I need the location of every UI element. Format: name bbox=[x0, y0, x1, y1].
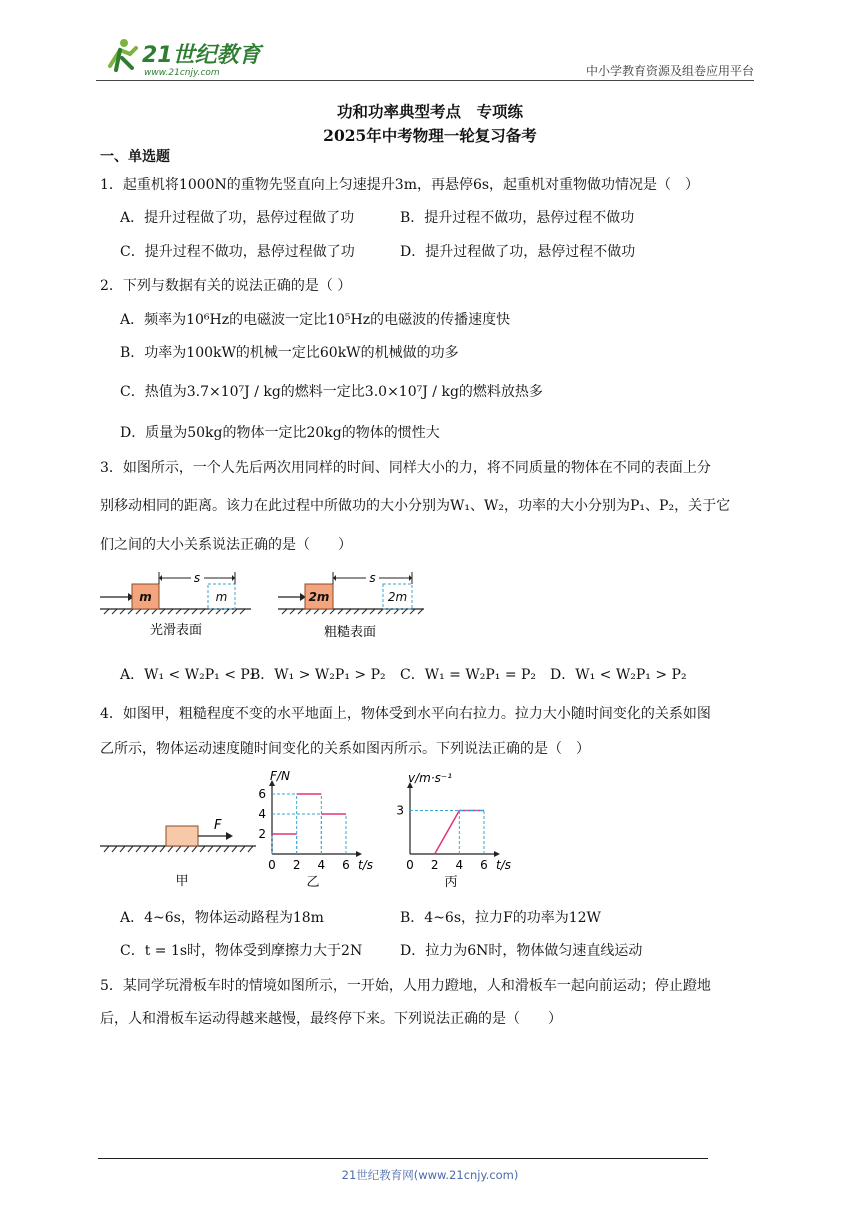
q3-option-c: C．W₁ = W₂P₁ = P₂ bbox=[400, 667, 537, 683]
q4-option-d: D．拉力为6N时，物体做匀速直线运动 bbox=[400, 943, 643, 959]
block-mass-label: m bbox=[139, 590, 152, 604]
x-axis-label: t/s bbox=[358, 858, 373, 872]
chart-bing bbox=[396, 771, 511, 890]
q4-stem-line1: 4．如图甲，粗糙程度不变的水平地面上，物体受到水平向右拉力。拉力大小随时间变化的关系如图 bbox=[100, 706, 711, 722]
x-tick-label: 4 bbox=[455, 858, 464, 872]
chart-title: 乙 bbox=[306, 875, 320, 890]
q3-stem-line2: 别移动相同的距离。该力在此过程中所做功的大小分别为W₁、W₂，功率的大小分别为P₁、P₂，关于它 bbox=[100, 498, 731, 514]
x-axis-arrow bbox=[356, 851, 362, 857]
force-label: F bbox=[214, 818, 222, 833]
header-divider bbox=[96, 80, 754, 81]
q3-stem-line3: 们之间的大小关系说法正确的是（ ） bbox=[100, 537, 352, 553]
ghost-block-mass-label-2m: 2m bbox=[387, 590, 408, 604]
ghost-block-mass-label: m bbox=[215, 590, 228, 604]
q4-option-a: A．4~6s，物体运动路程为18m bbox=[120, 910, 324, 926]
section-heading: 一、单选题 bbox=[100, 149, 170, 165]
y-axis-label: F/N bbox=[270, 769, 290, 783]
x-tick-label: 6 bbox=[480, 858, 488, 872]
y-tick-label: 2 bbox=[258, 827, 266, 841]
q5-stem-line1: 5．某同学玩滑板车时的情境如图所示，一开始，人用力蹬地，人和滑板车一起向前运动；停止蹬地 bbox=[100, 978, 711, 994]
logo-url: www.21cnjy.com bbox=[144, 68, 220, 78]
rough-surface-label: 粗糙表面 bbox=[323, 625, 377, 640]
figure-jia-label: 甲 bbox=[175, 874, 189, 889]
q5-stem-line2: 后，人和滑板车运动得越来越慢，最终停下来。下列说法正确的是（ ） bbox=[100, 1011, 562, 1027]
footer-divider bbox=[98, 1158, 708, 1159]
smooth-surface-diagram bbox=[100, 571, 251, 638]
q3-option-a: A．W₁ < W₂P₁ < P₂ bbox=[120, 667, 256, 683]
q3-stem-line1: 3．如图所示，一个人先后两次用同样的时间、同样大小的力，将不同质量的物体在不同的表面上分 bbox=[100, 460, 711, 476]
y-axis-label: v/m·s⁻¹ bbox=[408, 771, 453, 785]
site-logo bbox=[96, 36, 266, 80]
q1-option-b: B．提升过程不做功，悬停过程不做功 bbox=[400, 210, 635, 226]
q4-option-b: B．4~6s，拉力F的功率为12W bbox=[400, 910, 601, 926]
footer-text: 21世纪教育网(www.21cnjy.com) bbox=[341, 1168, 519, 1182]
q2-option-d: D．质量为50kg的物体一定比20kg的物体的惯性大 bbox=[120, 425, 440, 441]
x-tick-label: 0 bbox=[406, 858, 414, 872]
y-tick-label: 4 bbox=[258, 807, 266, 821]
rough-surface-diagram bbox=[278, 571, 424, 640]
chart-yi bbox=[258, 769, 373, 890]
doc-subtitle: 2025年中考物理一轮复习备考 bbox=[323, 126, 537, 145]
q2-option-b: B．功率为100kW的机械一定比60kW的机械做的功多 bbox=[120, 345, 459, 361]
chart-title: 丙 bbox=[444, 875, 458, 890]
x-tick-label: 2 bbox=[430, 858, 439, 872]
x-tick-label: 4 bbox=[317, 858, 326, 872]
q1-option-c: C．提升过程不做功，悬停过程做了功 bbox=[120, 244, 355, 260]
q1-stem: 1．起重机将1000N的重物先竖直向上匀速提升3m，再悬停6s，起重机对重物做功情况是（ ） bbox=[100, 177, 700, 193]
x-tick-label: 0 bbox=[268, 858, 276, 872]
distance-label: s bbox=[193, 571, 201, 585]
x-tick-label: 2 bbox=[292, 858, 301, 872]
x-axis-arrow bbox=[494, 851, 500, 857]
distance-label-2: s bbox=[369, 571, 376, 585]
logo-text: 21世纪教育 bbox=[142, 43, 261, 68]
smooth-surface-label: 光滑表面 bbox=[149, 623, 203, 638]
header-tagline: 中小学教育资源及组卷应用平台 bbox=[585, 64, 754, 78]
q4-figure bbox=[96, 768, 526, 894]
y-tick-label: 3 bbox=[396, 803, 404, 818]
q3-option-b: B．W₁ > W₂P₁ > P₂ bbox=[250, 667, 386, 683]
runner-icon bbox=[110, 39, 136, 70]
q3-figure bbox=[96, 568, 426, 644]
block-mass-label-2m: 2m bbox=[308, 590, 330, 604]
q4-stem-line2: 乙所示，物体运动速度随时间变化的关系如图丙所示。下列说法正确的是（ ） bbox=[100, 741, 590, 757]
q1-option-a: A．提升过程做了功，悬停过程做了功 bbox=[120, 210, 355, 226]
q1-option-d: D．提升过程做了功，悬停过程不做功 bbox=[400, 244, 636, 260]
q3-option-d: D．W₁ < W₂P₁ > P₂ bbox=[550, 667, 687, 683]
x-axis-label: t/s bbox=[496, 858, 511, 872]
q2-option-c: C．热值为3.7×10⁷J / kg的燃料一定比3.0×10⁷J / kg的燃料放热多 bbox=[120, 384, 543, 400]
x-tick-label: 6 bbox=[342, 858, 350, 872]
doc-title: 功和功率典型考点 专项练 bbox=[336, 102, 523, 121]
q2-stem: 2．下列与数据有关的说法正确的是（ ） bbox=[100, 278, 352, 294]
q4-option-c: C．t = 1s时，物体受到摩擦力大于2N bbox=[120, 943, 363, 959]
q2-option-a: A．频率为10⁶Hz的电磁波一定比10⁵Hz的电磁波的传播速度快 bbox=[120, 312, 511, 328]
y-tick-label: 6 bbox=[258, 787, 266, 801]
figure-jia bbox=[100, 818, 256, 889]
